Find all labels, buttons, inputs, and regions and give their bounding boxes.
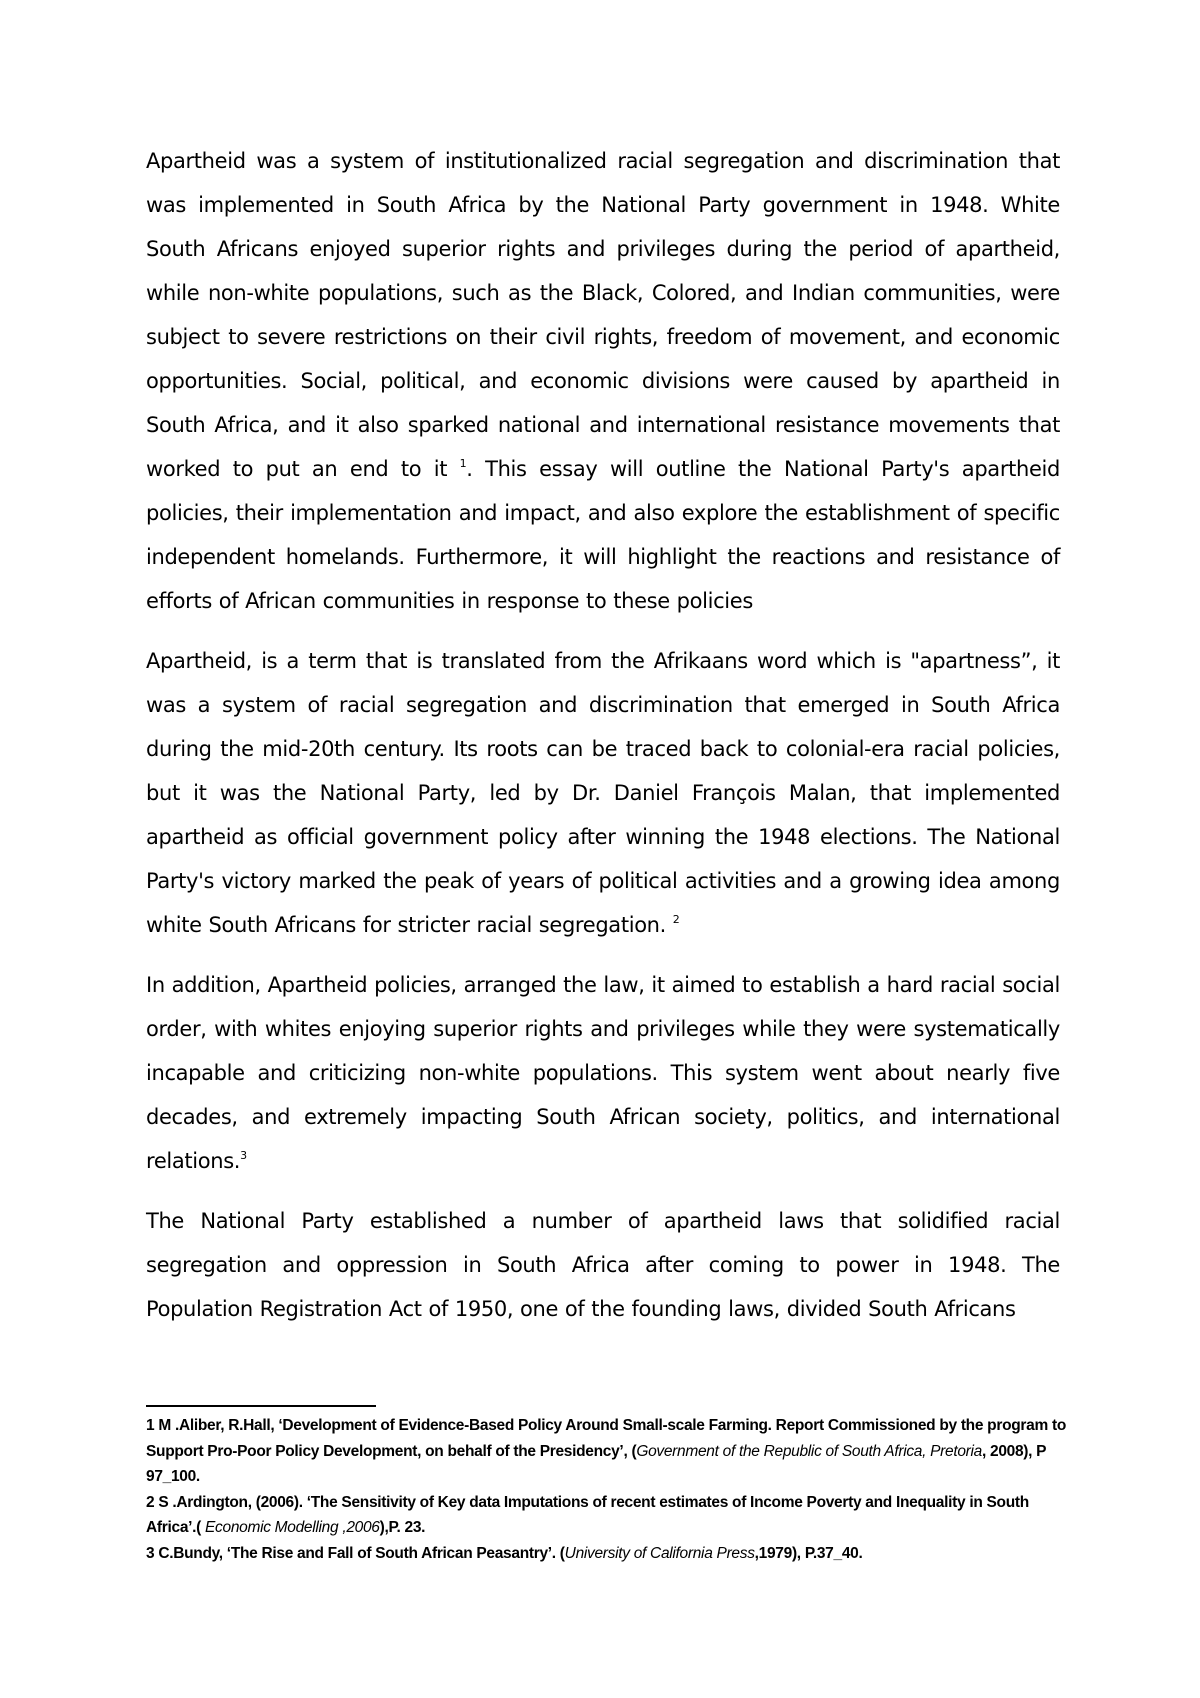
footnote-citation: 3 C.Bundy, ‘The Rise and Fall of South African Peasantry’. (	[146, 1544, 565, 1562]
footnote-separator	[146, 1405, 376, 1407]
paragraph-text: The National Party established a number of apartheid laws that solidified racial segregation and oppression in South Africa after coming to power in 1948. The Population Registration Act of 1950, one of the founding laws, divided South Africans	[146, 1209, 1060, 1321]
paragraph-origins	[146, 639, 1060, 947]
footnote-citation: 1 M .Aliber, R.Hall, ‘Development of Evidence-Based Policy Around Small-scale Farming. Report Commissioned by the program to Support Pro-Poor Policy Development, on behalf of the Presidency’, (	[146, 1417, 1066, 1460]
footnote-publisher: Economic Modelling ,2006	[205, 1519, 380, 1536]
body-text	[146, 139, 1060, 1331]
footnote-ref-1[interactable]: 1	[459, 457, 467, 470]
paragraph-text: Apartheid, is a term that is translated from the Afrikaans word which is "apartness”, it was a system of racial segregation and discrimination that emerged in South Africa during the mid-20th century. Its roots can be traced back to colonial-era racial policies, but it was the National Party, led by Dr. Daniel François Malan, that implemented apartheid as official government policy after winning the 1948 elections. The National Party's victory marked the peak of years of political activities and a growing idea among white South Africans for stricter racial segregation.	[146, 649, 1060, 937]
paragraph-text: In addition, Apartheid policies, arranged the law, it aimed to establish a hard racial social order, with whites enjoying superior rights and privileges while they were systematically incapable and criticizing non-white populations. This system went about nearly five decades, and extremely impacting South African society, politics, and international relations.	[146, 973, 1060, 1173]
footnote-pages: ),P. 23.	[379, 1519, 426, 1536]
footnote-citation: 2 S .Ardington, (2006). ‘The Sensitivity of Key data Imputations of recent estimates of Income Poverty and Inequality in South Africa’.(	[146, 1493, 1029, 1536]
footnote-publisher: Government of the Republic of South Africa, Pretoria	[636, 1442, 983, 1460]
footnote-ref-3[interactable]: 3	[240, 1149, 247, 1162]
footnote-ref-2[interactable]: 2	[672, 913, 680, 926]
footnotes	[146, 1413, 1066, 1566]
paragraph-text: Apartheid was a system of institutionalized racial segregation and discrimination that was implemented in South Africa by the National Party government in 1948. White South Africans enjoyed superior rights and privileges during the period of apartheid, while non-white populations, such as the Black, Colored, and Indian communities, were subject to severe restrictions on their civil rights, freedom of movement, and economic opportunities. Social, political, and economic divisions were caused by apartheid in South Africa, and it also sparked national and international resistance movements that worked to put an end to it	[146, 149, 1060, 481]
footnote-2	[146, 1490, 1066, 1541]
footnote-pages: , 2008), P 97_100.	[146, 1442, 1046, 1485]
paragraph-social-order	[146, 963, 1060, 1183]
footnote-1	[146, 1413, 1066, 1490]
footnote-pages: ,1979), P.37_40.	[754, 1544, 863, 1562]
paragraph-introduction	[146, 139, 1060, 623]
footnote-3	[146, 1541, 1066, 1567]
paragraph-text-continued: . This essay will outline the National Party's apartheid policies, their implementation and impact, and also explore the establishment of specific independent homelands. Furthermore, it will highlight the reactions and resistance of efforts of African communities in response to these policies	[146, 457, 1060, 613]
paragraph-laws	[146, 1199, 1060, 1331]
footnote-publisher: University of California Press	[564, 1544, 755, 1562]
